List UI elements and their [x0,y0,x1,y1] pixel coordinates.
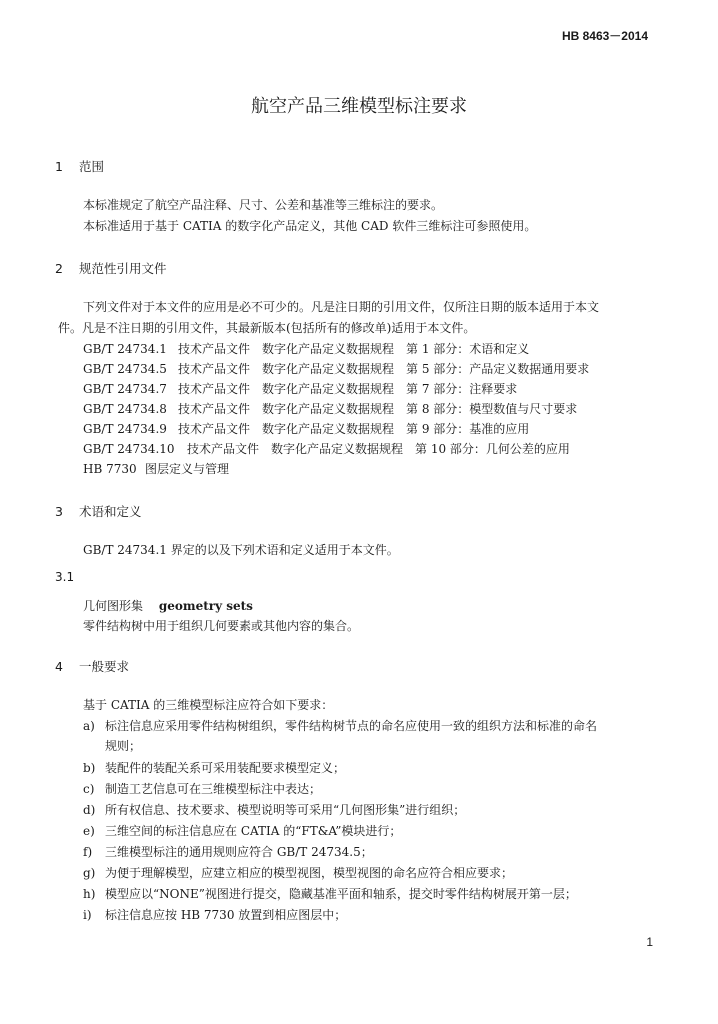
section-title: 术语和定义 [78,504,142,519]
list-marker: d) [83,803,96,817]
reference-code: HB 7730 [83,462,137,476]
reference-title: 技术产品文件 数字化产品定义数据规程 第 5 部分：产品定义数据通用要求 [178,362,590,376]
term-english: geometry sets [158,599,253,613]
reference-code: GB/T 24734.7 [83,382,167,396]
paragraph: 下列文件对于本文件的应用是必不可少的。凡是注日期的引用文件，仅所注日期的版本适用于本文 [83,300,600,314]
reference-item [83,440,570,457]
reference-title: 技术产品文件 数字化产品定义数据规程 第 1 部分：术语和定义 [178,342,530,356]
reference-title: 图层定义与管理 [145,462,230,476]
section-number: 1 [55,159,63,174]
section-number: 3 [55,504,63,519]
list-item [83,822,401,839]
section-3-heading [55,502,142,520]
list-text: 制造工艺信息可在三维模型标注中表达； [105,782,322,796]
section-title: 范围 [78,159,104,174]
list-text: 三维空间的标注信息应在 CATIA 的“FT&A”模块进行； [105,824,402,838]
document-code: HB 8463－2014 [561,29,648,43]
paragraph: 件。凡是不注日期的引用文件，其最新版本(包括所有的修改单)适用于本文件。 [58,321,476,335]
list-marker: i) [83,908,92,922]
reference-item [83,360,589,377]
reference-title: 技术产品文件 数字化产品定义数据规程 第 10 部分：几何公差的应用 [187,442,570,456]
paragraph: 基于 CATIA 的三维模型标注应符合如下要求： [83,698,334,712]
reference-code: GB/T 24734.1 [83,342,167,356]
section-title: 一般要求 [78,659,129,674]
document-title: 航空产品三维模型标注要求 [251,96,467,117]
reference-title: 技术产品文件 数字化产品定义数据规程 第 9 部分：基准的应用 [178,422,530,436]
list-marker: g) [83,866,96,880]
list-item [83,780,321,797]
list-item [83,864,513,881]
list-item [83,885,577,902]
list-marker: c) [83,782,95,796]
reference-item [83,340,529,357]
reference-item [83,460,229,477]
section-number: 4 [55,659,63,674]
list-text: 标注信息应采用零件结构树组织，零件结构树节点的命名应使用一致的组织方法和标准的命名 [105,719,598,733]
list-text: 为便于理解模型，应建立相应的模型视图，模型视图的命名应符合相应要求； [105,866,514,880]
list-marker: a) [83,719,95,733]
list-item [83,801,465,818]
section-1-heading [55,157,104,175]
term-entry [83,597,253,614]
list-text: 装配件的装配关系可采用装配要求模型定义； [105,761,346,775]
term-definition: 零件结构树中用于组织几何要素或其他内容的集合。 [83,619,360,633]
reference-code: GB/T 24734.10 [83,442,175,456]
list-item [83,717,597,734]
reference-title: 技术产品文件 数字化产品定义数据规程 第 7 部分：注释要求 [178,382,518,396]
list-text: 三维模型标注的通用规则应符合 GB/T 24734.5； [105,845,373,859]
list-text: 模型应以“NONE”视图进行提交，隐藏基准平面和轴系，提交时零件结构树展开第一层； [105,887,577,901]
reference-code: GB/T 24734.5 [83,362,167,376]
reference-item [83,400,577,417]
list-marker: e) [83,824,95,838]
term-chinese: 几何图形集 [83,599,144,613]
section-title: 规范性引用文件 [78,261,167,276]
list-marker: f) [83,845,93,859]
section-number: 2 [55,261,63,276]
list-text: 标注信息应按 HB 7730 放置到相应图层中； [105,908,347,922]
list-item [83,759,345,776]
reference-code: GB/T 24734.8 [83,402,167,416]
list-item [83,843,373,860]
reference-title: 技术产品文件 数字化产品定义数据规程 第 8 部分：模型数值与尺寸要求 [178,402,578,416]
page-number: 1 [646,935,653,949]
list-item [83,906,346,923]
reference-item [83,420,529,437]
paragraph: 本标准适用于基于 CATIA 的数字化产品定义，其他 CAD 软件三维标注可参照使用。 [83,219,537,233]
section-2-heading [55,259,167,277]
reference-code: GB/T 24734.9 [83,422,167,436]
reference-item [83,380,517,397]
list-marker: h) [83,887,96,901]
paragraph: GB/T 24734.1 界定的以及下列术语和定义适用于本文件。 [83,543,399,557]
list-text: 所有权信息、技术要求、模型说明等可采用“几何图形集”进行组织； [105,803,466,817]
list-marker: b) [83,761,96,775]
subsection-number: 3.1 [55,570,75,584]
section-4-heading [55,657,129,675]
list-item-continuation: 规则； [105,739,142,753]
paragraph: 本标准规定了航空产品注释、尺寸、公差和基准等三维标注的要求。 [83,198,444,212]
